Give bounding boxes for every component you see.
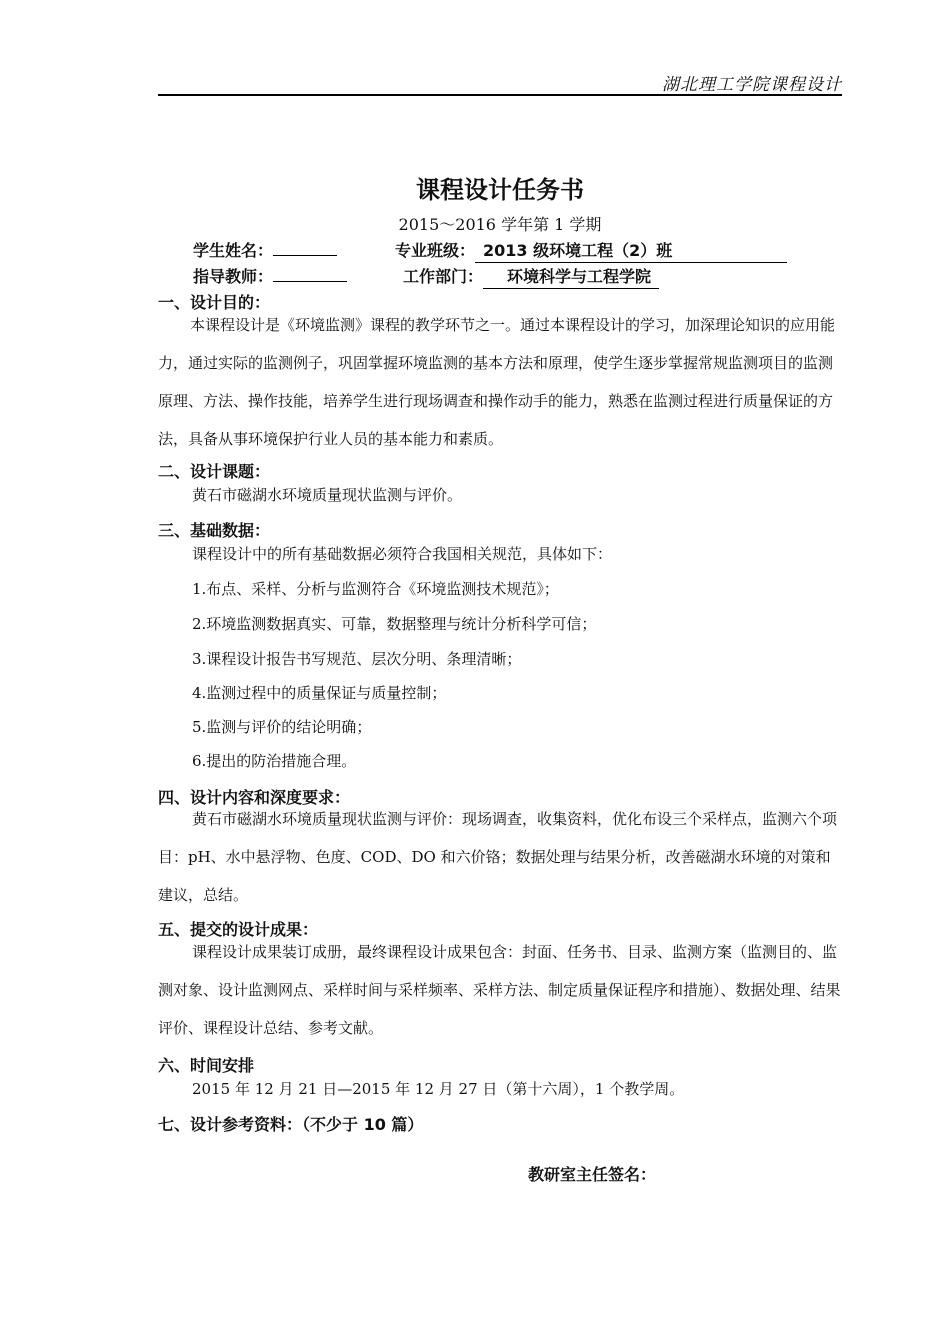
student-name-row (193, 238, 337, 261)
class-value: 2013 级环境工程（2）班 (475, 238, 787, 263)
class-row (395, 238, 787, 263)
department-label: 工作部门： (403, 267, 484, 286)
list-item: 4.监测过程中的质量保证与质量控制； (192, 684, 447, 702)
list-item: 1.布点、采样、分析与监测符合《环境监测技术规范》； (192, 580, 559, 598)
list-item: 3.课程设计报告书写规范、层次分明、条理清晰； (192, 650, 522, 668)
term-line: 2015～2016 学年第 1 学期 (398, 215, 602, 234)
section-4-heading: 四、设计内容和深度要求： (158, 788, 351, 807)
section-5-body: 课程设计成果装订成册，最终课程设计成果包含：封面、任务书、目录、监测方案（监测目的、监测对象、设计监测网点、采样时间与采样频率、采样方法、制定质量保证程序和措施）、数据处理、结果评价、课程设计总结、参考文献。 (158, 943, 841, 1037)
section-2-heading: 二、设计课题： (158, 462, 271, 481)
teacher-label: 指导教师： (193, 267, 274, 286)
section-6-body: 2015 年 12 月 21 日—2015 年 12 月 27 日（第十六周），1 个教学周。 (192, 1080, 685, 1098)
section-3-intro: 课程设计中的所有基础数据必须符合我国相关规范，具体如下： (192, 545, 613, 563)
section-1-body: 本课程设计是《环境监测》课程的教学环节之一。通过本课程设计的学习，加深理论知识的应用能力，通过实际的监测例子，巩固掌握环境监测的基本方法和原理，使学生逐步掌握常规监测项目的监测原理、方法、操作技能，培养学生进行现场调查和操作动手的能力，熟悉在监测过程进行质量保证的方法，具备从事环境保护行业人员的基本能力和素质。 (158, 316, 836, 448)
signature-label: 教研室主任签名： (528, 1165, 657, 1184)
section-7-heading: 七、设计参考资料：（不少于 10 篇） (158, 1115, 424, 1134)
list-item: 5.监测与评价的结论明确； (192, 718, 372, 736)
document-title: 课程设计任务书 (416, 176, 584, 204)
section-2-body: 黄石市磁湖水环境质量现状监测与评价。 (192, 486, 463, 504)
list-item: 6.提出的防治措施合理。 (192, 752, 357, 770)
section-5-heading: 五、提交的设计成果： (158, 920, 319, 939)
student-name-label: 学生姓名： (193, 241, 274, 260)
running-header: 湖北理工学院课程设计 (662, 75, 842, 95)
section-1-heading: 一、设计目的： (158, 293, 271, 312)
section-4-body: 黄石市磁湖水环境质量现状监测与评价：现场调查，收集资料，优化布设三个采样点，监测六个项目：pH、水中悬浮物、色度、COD、DO 和六价铬；数据处理与结果分析，改善磁湖水环境的对策和建议，总结。 (158, 810, 838, 904)
section-3-heading: 三、基础数据： (158, 521, 271, 540)
class-label: 专业班级： (395, 241, 476, 260)
student-name-blank (273, 239, 337, 256)
department-row (403, 264, 659, 289)
list-item: 2.环境监测数据真实、可靠，数据整理与统计分析科学可信； (192, 615, 597, 633)
header-rule (158, 94, 842, 96)
teacher-row (193, 264, 347, 287)
teacher-blank (273, 265, 347, 282)
department-value: 环境科学与工程学院 (483, 264, 659, 289)
section-6-heading: 六、时间安排 (158, 1056, 255, 1075)
